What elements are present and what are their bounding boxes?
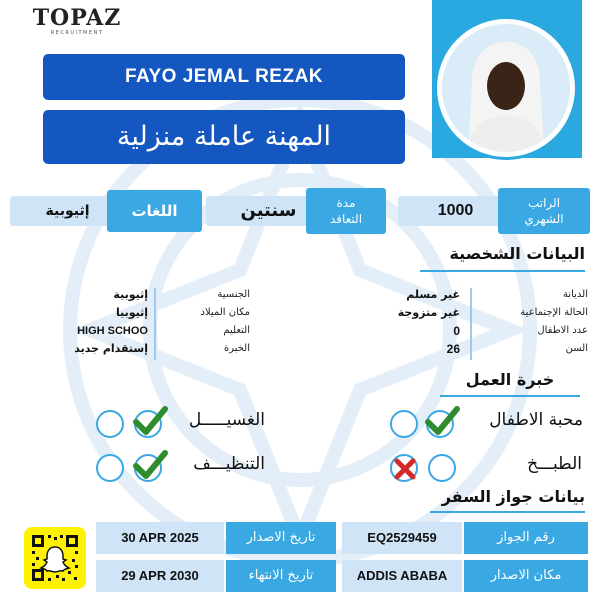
children-count-label: عدد الاطفال [537, 325, 588, 336]
passport-title: بيانات جواز السفر [441, 487, 585, 506]
salary-label-cell [498, 188, 590, 234]
religion-label: الديانة [562, 289, 588, 300]
issue-date-value: 30 APR 2025 [96, 522, 224, 554]
nationality-value: إثيوبية [113, 288, 148, 301]
candidate-photo [437, 19, 575, 157]
languages-value: إثيوبية [45, 203, 90, 219]
languages-label-cell [107, 190, 202, 232]
skill-cleaning-marks [94, 452, 166, 484]
personal-data-underline [420, 270, 585, 272]
check-icon [132, 448, 168, 482]
snapcode-icon[interactable] [24, 527, 86, 589]
unchecked-circle-icon [390, 410, 418, 438]
languages-label: اللغات [131, 202, 178, 220]
cross-icon [392, 456, 418, 482]
education-label: التعليم [223, 325, 250, 336]
salary-value-cell [398, 196, 513, 226]
education-value: HIGH SCHOO [77, 325, 148, 337]
personal-right-labels [478, 286, 588, 358]
qr-pattern [30, 533, 80, 583]
personal-separator-left [154, 288, 156, 360]
expiry-date-value: 29 APR 2030 [96, 560, 224, 592]
contract-label: مدة التعاقد [329, 196, 363, 226]
company-logo [22, 6, 132, 42]
contract-label-cell [306, 188, 386, 234]
children-count-value: 0 [453, 324, 460, 338]
contract-value: سنتين [240, 200, 297, 221]
personal-left-values [50, 286, 148, 358]
person-photo-icon [442, 24, 570, 152]
logo-tagline: RECRUITMENT [50, 30, 104, 36]
salary-label: الراتب الشهري [524, 196, 564, 226]
expiry-date-label: تاريخ الانتهاء [226, 560, 336, 592]
skill-cooking-label: الطبـــخ [527, 454, 582, 474]
birthplace-label: مكان الميلاد [200, 307, 250, 318]
logo-wordmark: TOPAZ [32, 5, 122, 31]
passport-number-label: رقم الجواز [464, 522, 588, 554]
passport-table [96, 522, 588, 594]
unchecked-circle-icon [96, 410, 124, 438]
work-experience-title: خبرة العمل [465, 370, 555, 389]
personal-right-values [360, 286, 460, 358]
skill-child-care-marks [388, 408, 458, 440]
birthplace-value: إثيوبيا [115, 306, 148, 319]
skill-washing-marks [94, 408, 166, 440]
salary-value: 1000 [437, 202, 474, 219]
issue-date-label: تاريخ الاصدار [226, 522, 336, 554]
experience-value: إستقدام جديد [74, 342, 148, 355]
summary-bar [10, 188, 590, 234]
issue-place-value: ADDIS ABABA [342, 560, 462, 592]
personal-separator-right [470, 288, 472, 360]
unchecked-circle-icon [428, 454, 456, 482]
personal-data-title: البيانات الشخصية [449, 244, 585, 263]
nationality-label: الجنسية [217, 289, 250, 300]
skill-child-care-label: محبة الاطفال [489, 410, 583, 430]
job-title: المهنة عاملة منزلية [43, 110, 405, 164]
age-label: السن [565, 343, 588, 354]
passport-number-value: EQ2529459 [342, 522, 462, 554]
passport-underline [430, 511, 585, 513]
skill-cleaning-label: التنظيـــف [193, 454, 265, 474]
check-icon [424, 404, 460, 438]
work-experience-underline [440, 395, 580, 397]
marital-status-label: الحالة الإجتماعية [520, 307, 588, 318]
candidate-name: FAYO JEMAL REZAK [43, 54, 405, 100]
religion-value: غير مسلم [406, 288, 460, 301]
age-value: 26 [446, 342, 460, 356]
unchecked-circle-icon [96, 454, 124, 482]
skill-cooking-marks [388, 452, 460, 484]
marital-status-value: غير متزوجة [397, 306, 460, 319]
check-icon [132, 404, 168, 438]
personal-left-labels [170, 286, 250, 358]
skill-washing-label: الغسيـــــل [188, 410, 265, 430]
issue-place-label: مكان الاصدار [464, 560, 588, 592]
experience-label: الخبرة [223, 343, 250, 354]
